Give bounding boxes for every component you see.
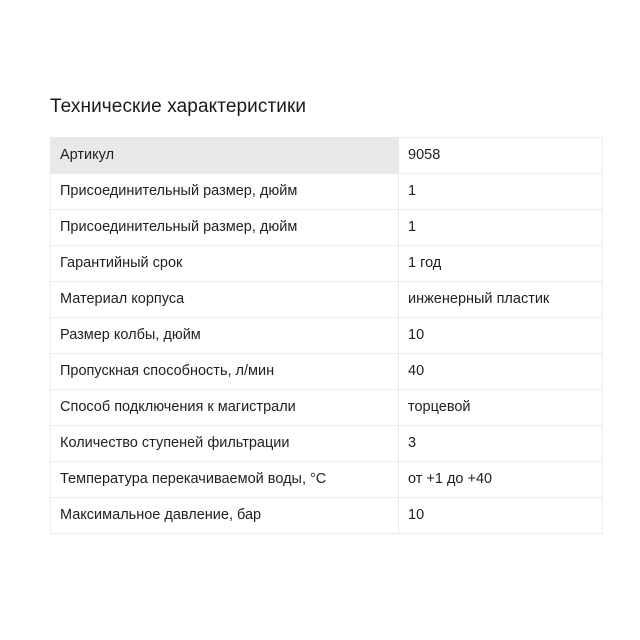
table-row [51, 354, 603, 390]
specifications-table [50, 137, 603, 534]
table-row [51, 174, 603, 210]
spec-value: торцевой [399, 390, 603, 426]
table-row [51, 246, 603, 282]
spec-value: 10 [399, 318, 603, 354]
spec-label: Гарантийный срок [51, 246, 399, 282]
table-row [51, 390, 603, 426]
spec-label: Температура перекачиваемой воды, °С [51, 462, 399, 498]
table-row [51, 318, 603, 354]
spec-label: Размер колбы, дюйм [51, 318, 399, 354]
spec-value: 9058 [399, 138, 603, 174]
table-row [51, 282, 603, 318]
spec-label: Пропускная способность, л/мин [51, 354, 399, 390]
spec-label: Максимальное давление, бар [51, 498, 399, 534]
spec-value: 3 [399, 426, 603, 462]
spec-value: инженерный пластик [399, 282, 603, 318]
spec-value: 1 [399, 210, 603, 246]
table-row [51, 498, 603, 534]
spec-label: Количество ступеней фильтрации [51, 426, 399, 462]
spec-label: Присоединительный размер, дюйм [51, 210, 399, 246]
spec-label: Материал корпуса [51, 282, 399, 318]
spec-value: 1 год [399, 246, 603, 282]
spec-value: 10 [399, 498, 603, 534]
section-title: Технические характеристики [50, 96, 307, 117]
spec-label: Способ подключения к магистрали [51, 390, 399, 426]
spec-label: Присоединительный размер, дюйм [51, 174, 399, 210]
table-row [51, 462, 603, 498]
table-row [51, 426, 603, 462]
table-row [51, 138, 603, 174]
specifications-section [50, 94, 591, 534]
spec-label: Артикул [51, 138, 399, 174]
spec-value: 40 [399, 354, 603, 390]
table-row [51, 210, 603, 246]
spec-value: 1 [399, 174, 603, 210]
spec-value: от +1 до +40 [399, 462, 603, 498]
